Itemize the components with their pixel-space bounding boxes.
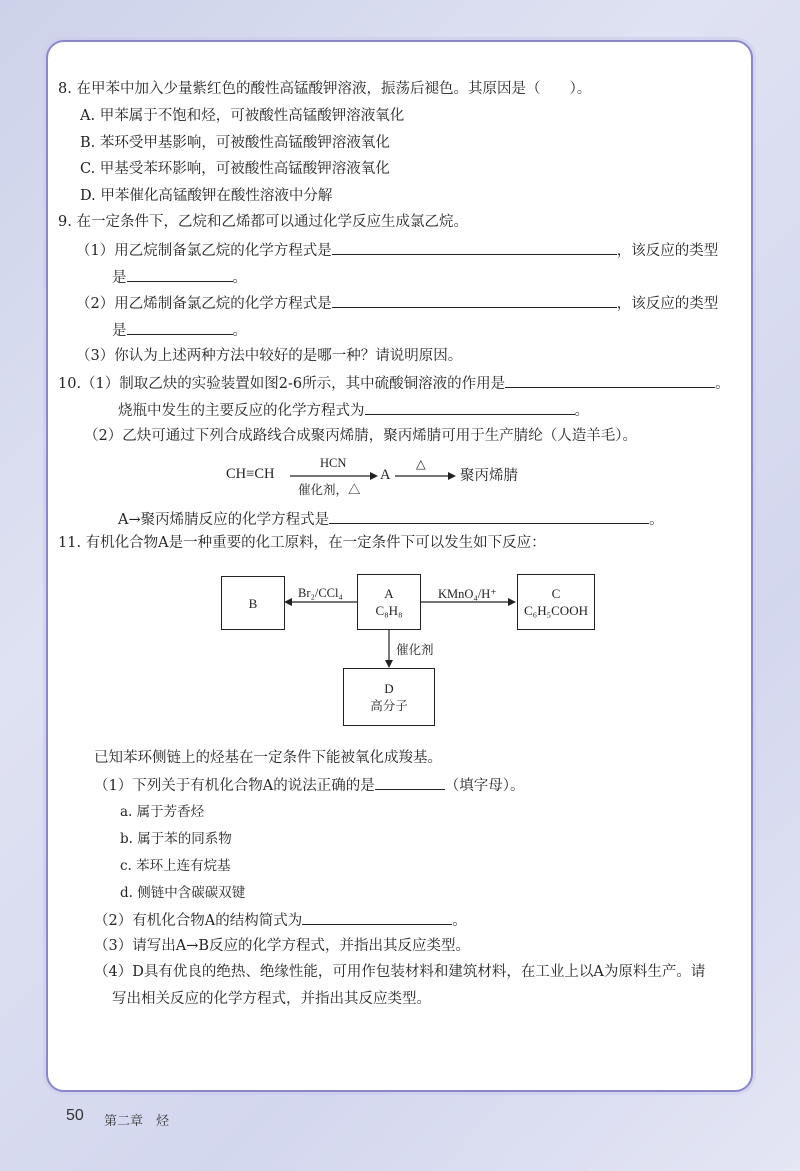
q8-option-a: A. 甲苯属于不饱和烃，可被酸性高锰酸钾溶液氧化 [80, 108, 405, 124]
q11-choice-c: c. 苯环上连有烷基 [120, 858, 231, 874]
compound-c-box [517, 574, 595, 630]
answer-blank[interactable] [375, 774, 445, 790]
q8-stem: 8. 在甲苯中加入少量紫红色的酸性高锰酸钾溶液，振荡后褪色。其原因是（ ）。 [58, 81, 592, 97]
compound-c-formula: C₆H₅COOH [524, 603, 588, 618]
q8-option-c: C. 甲基受苯环影响，可被酸性高锰酸钾溶液氧化 [80, 161, 390, 177]
q11-part1-text: （1）下列关于有机化合物A的说法正确的是 [94, 778, 375, 794]
q9-part2-tail: ，该反应的类型 [616, 296, 719, 312]
answer-blank[interactable] [302, 909, 452, 925]
q11-part1-tail: （填字母）。 [444, 778, 525, 794]
reagent-br2: Br₂/CCl₄ [298, 586, 343, 600]
route-a: A [380, 467, 391, 483]
q9-part1-end: 。 [232, 270, 247, 286]
chapter-title: 第二章 烃 [104, 1114, 170, 1129]
q8-option-d: D. 甲苯催化高锰酸钾在酸性溶液中分解 [80, 188, 333, 204]
q9-part2-text: （2）用乙烯制备氯乙烷的化学方程式是 [76, 296, 332, 312]
route-catalyst: 催化剂，△ [298, 483, 361, 497]
page-number: 50 [66, 1107, 84, 1124]
reagent-catalyst: 催化剂 [396, 642, 434, 657]
q10-part3-text: A→聚丙烯腈反应的化学方程式是 [118, 512, 330, 528]
route-arrowhead-2 [448, 472, 456, 480]
q11-choice-b: b. 属于苯的同系物 [120, 831, 232, 847]
route-heat: △ [416, 457, 426, 471]
q11-part4: （4）D具有优良的绝热、绝缘性能，可用作包装材料和建筑材料，在工业上以A为原料生产。请 [94, 964, 706, 980]
q11-part3: （3）请写出A→B反应的化学方程式，并指出其反应类型。 [94, 938, 470, 954]
route-hcn: HCN [320, 456, 347, 470]
arrowhead-c [508, 598, 516, 606]
route-start: CH≡CH [226, 466, 275, 482]
compound-d-box [343, 668, 435, 726]
q9-part2-shi: 是 [112, 323, 127, 339]
q8-option-b: B. 苯环受甲基影响，可被酸性高锰酸钾溶液氧化 [80, 135, 390, 151]
q11-part2 [94, 909, 467, 931]
q10-part1-eq-end: 。 [574, 403, 589, 419]
route-arrowhead-1 [370, 472, 378, 480]
q11-part1 [94, 774, 524, 796]
compound-d-label: D [384, 681, 394, 696]
arrowhead-b [284, 598, 292, 606]
q9-part1-text: （1）用乙烷制备氯乙烷的化学方程式是 [76, 243, 332, 259]
q10-part3 [118, 508, 664, 530]
q9-part1-tail: ，该反应的类型 [616, 243, 719, 259]
q10-part2: （2）乙炔可通过下列合成路线合成聚丙烯腈，聚丙烯腈可用于生产腈纶（人造羊毛）。 [84, 428, 637, 444]
arrowhead-d [385, 660, 393, 668]
compound-a-box [357, 574, 421, 630]
q10-part3-end: 。 [649, 512, 664, 528]
q11-stem: 11. 有机化合物A是一种重要的化工原料，在一定条件下可以发生如下反应： [58, 535, 546, 551]
q10-part1-eq-text: 烧瓶中发生的主要反应的化学方程式为 [118, 403, 365, 419]
q11-known: 已知苯环侧链上的烃基在一定条件下能被氧化成羧基。 [94, 750, 442, 766]
route-end: 聚丙烯腈 [460, 468, 518, 484]
q11-choice-a: a. 属于芳香烃 [120, 804, 205, 820]
q11-part2-end: 。 [452, 913, 467, 929]
q10-part1-end: 。 [715, 376, 730, 392]
q11-choice-d: d. 侧链中含碳碳双键 [120, 885, 246, 901]
q9-stem: 9. 在一定条件下，乙烷和乙烯都可以通过化学反应生成氯乙烷。 [58, 214, 468, 230]
compound-c-label: C [551, 586, 561, 601]
q11-part2-text: （2）有机化合物A的结构简式为 [94, 913, 303, 929]
compound-a-formula: C₈H₈ [375, 603, 403, 618]
q10-part1-text: 10.（1）制取乙炔的实验装置如图2-6所示，其中硫酸铜溶液的作用是 [58, 376, 506, 392]
q9-part2-end: 。 [232, 323, 247, 339]
compound-b-box [221, 576, 285, 630]
compound-b-label: B [248, 595, 258, 611]
compound-a-label: A [384, 586, 394, 601]
q9-part3: （3）你认为上述两种方法中较好的是哪一种？请说明原因。 [76, 348, 463, 364]
answer-blank[interactable] [329, 508, 649, 524]
compound-d-desc: 高分子 [370, 698, 408, 713]
q9-part1-shi: 是 [112, 270, 127, 286]
reagent-kmno4: KMnO₄/H⁺ [438, 587, 497, 601]
q11-part4-cont: 写出相关反应的化学方程式，并指出其反应类型。 [112, 991, 431, 1007]
